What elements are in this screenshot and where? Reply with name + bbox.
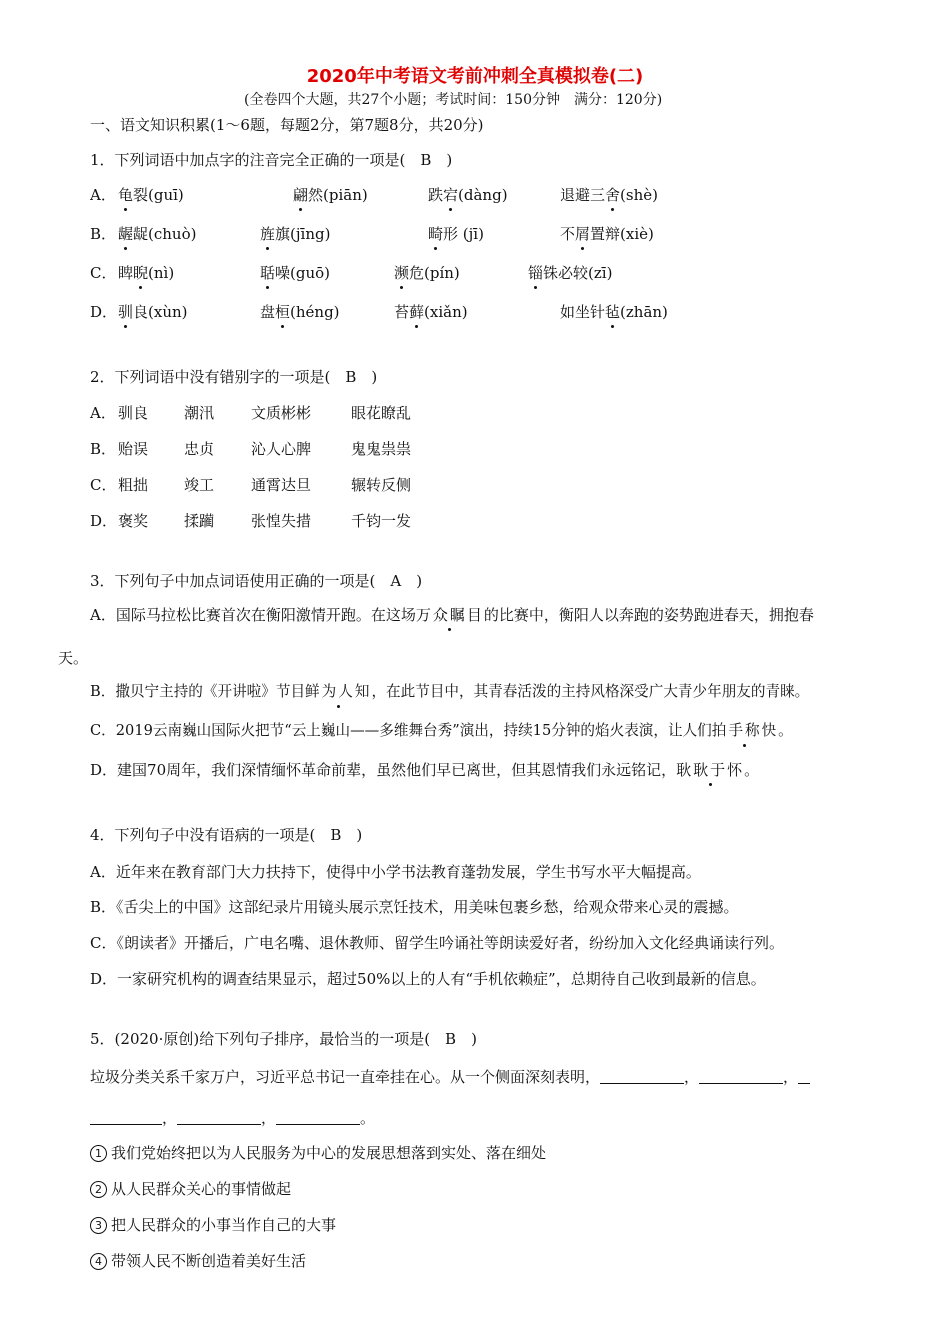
q1-stem: 1．下列词语中加点字的注音完全正确的一项是( B ) [90, 151, 453, 169]
answer-blank-5[interactable] [276, 1110, 360, 1125]
answer-blank-1[interactable] [600, 1069, 684, 1084]
exam-subtitle: (全卷四个大题，共27个小题；考试时间：150分钟 满分：120分) [244, 92, 663, 108]
q1-d-word-3: 苔藓(xiǎn) [394, 303, 468, 321]
q2-a-word-3: 文质彬彬 [251, 404, 312, 422]
q1-c-word-1: 睥睨(nì) [118, 264, 175, 282]
exam-title: 2020年中考语文考前冲刺全真模拟卷(二) [306, 66, 644, 87]
q2-b-word-4: 鬼鬼祟祟 [351, 440, 412, 458]
q2-a-word-2: 潮汛 [184, 404, 215, 422]
q2-b-word-2: 忠贞 [184, 440, 215, 458]
option-label: C． [90, 476, 117, 494]
q2-b-word-3: 沁人心脾 [251, 440, 312, 458]
q5-sentence-2: 2 从人民群众关心的事情做起 [90, 1179, 291, 1199]
circled-number: 3 [90, 1217, 107, 1234]
q1-a-word-1: 龟裂(guī) [118, 186, 184, 204]
q1-c-word-3: 濒危(pín) [394, 264, 460, 282]
q2-c-word-1: 粗拙 [118, 476, 149, 494]
q4-stem: 4．下列句子中没有语病的一项是( B ) [90, 826, 363, 844]
option-label: A． [90, 404, 116, 422]
q5-sentence-3: 3 把人民群众的小事当作自己的大事 [90, 1215, 336, 1235]
q2-c-word-3: 通霄达旦 [251, 476, 312, 494]
q2-d-word-1: 褒奖 [118, 512, 149, 530]
q1-a-word-4: 退避三舍(shè) [560, 186, 658, 204]
q1-b-word-4: 不屑置辩(xiè) [560, 225, 654, 243]
q2-c-word-2: 竣工 [184, 476, 215, 494]
option-label: C． [90, 264, 117, 282]
section-heading: 一、语文知识积累(1～6题，每题2分，第7题8分，共20分) [90, 116, 484, 134]
option-label: B． [90, 225, 117, 243]
option-label: B． [90, 440, 117, 458]
q4-option-d: D．一家研究机构的调查结果显示，超过50%以上的人有“手机依赖症”，总期待自己收到最新的信息。 [90, 970, 766, 988]
q1-a-word-3: 跌宕(dàng) [428, 186, 508, 204]
q2-b-word-1: 贻误 [118, 440, 149, 458]
q2-c-word-4: 辗转反侧 [351, 476, 412, 494]
option-label: D． [90, 303, 118, 321]
q1-c-word-2: 聒噪(guō) [260, 264, 331, 282]
q5-stem: 5．(2020·原创)给下列句子排序，最恰当的一项是( B ) [90, 1030, 477, 1048]
q3-option-a-continued: 天。 [58, 649, 89, 667]
q5-sentence-4: 4 带领人民不断创造着美好生活 [90, 1251, 306, 1271]
q5-passage: 垃圾分类关系千家万户，习近平总书记一直牵挂在心。从一个侧面深刻表明， ， ， [90, 1067, 810, 1087]
q3-option-d: D．建国70周年，我们深情缅怀革命前辈，虽然他们早已离世，但其恩情我们永远铭记，耿耿于怀。 [90, 761, 760, 779]
q5-sentence-1: 1 我们党始终把以为人民服务为中心的发展思想落到实处、落在细处 [90, 1143, 546, 1163]
q2-a-word-1: 驯良 [118, 404, 149, 422]
q1-b-word-1: 龌龊(chuò) [118, 225, 197, 243]
q1-b-word-2: 旌旗(jīng) [260, 225, 331, 243]
q4-option-c: C．《朗读者》开播后，广电名嘴、退休教师、留学生吟诵社等朗读爱好者，纷纷加入文化经典诵读行列。 [90, 934, 784, 952]
q3-option-a: A．国际马拉松比赛首次在衡阳激情开跑。在这场万众瞩目的比赛中，衡阳人以奔跑的姿势跑进春天，拥抱春 [90, 606, 814, 624]
q2-stem: 2．下列词语中没有错别字的一项是( B ) [90, 368, 378, 386]
q4-option-a: A．近年来在教育部门大力扶持下，使得中小学书法教育蓬勃发展，学生书写水平大幅提高。 [90, 863, 701, 881]
q3-option-c: C．2019云南巍山国际火把节“云上巍山——多维舞台秀”演出，持续15分钟的焰火表演，让人们拍手称快。 [90, 722, 793, 739]
q3-stem: 3．下列句子中加点词语使用正确的一项是( A ) [90, 572, 423, 590]
q1-a-word-2: 翩然(piān) [293, 186, 368, 204]
circled-number: 4 [90, 1253, 107, 1270]
answer-blank-4[interactable] [177, 1110, 261, 1125]
q2-d-word-4: 千钧一发 [351, 512, 412, 530]
q2-a-word-4: 眼花瞭乱 [351, 404, 412, 422]
answer-blank-2[interactable] [699, 1069, 783, 1084]
answer-blank-3-cont[interactable] [90, 1110, 162, 1125]
q3-option-b: B．撒贝宁主持的《开讲啦》节目鲜为人知，在此节目中，其青春活泼的主持风格深受广大青少年朋友的青睐。 [90, 683, 810, 700]
option-label: D． [90, 512, 118, 530]
q1-d-word-2: 盘桓(héng) [260, 303, 340, 321]
q1-c-word-4: 锱铢必较(zī) [528, 264, 613, 282]
option-label: A． [90, 186, 116, 204]
q1-d-word-1: 驯良(xùn) [118, 303, 188, 321]
circled-number: 1 [90, 1145, 107, 1162]
q1-d-word-4: 如坐针毡(zhān) [560, 303, 668, 321]
q1-b-word-3: 畸形 (jī) [428, 225, 484, 243]
q4-option-b: B．《舌尖上的中国》这部纪录片用镜头展示烹饪技术，用美味包裹乡愁，给观众带来心灵的震撼。 [90, 898, 739, 916]
q5-passage-continued: ， ， 。 [90, 1108, 375, 1128]
answer-blank-3[interactable] [798, 1069, 810, 1084]
circled-number: 2 [90, 1181, 107, 1198]
q2-d-word-2: 揉躏 [184, 512, 215, 530]
q2-d-word-3: 张惶失措 [251, 512, 312, 530]
